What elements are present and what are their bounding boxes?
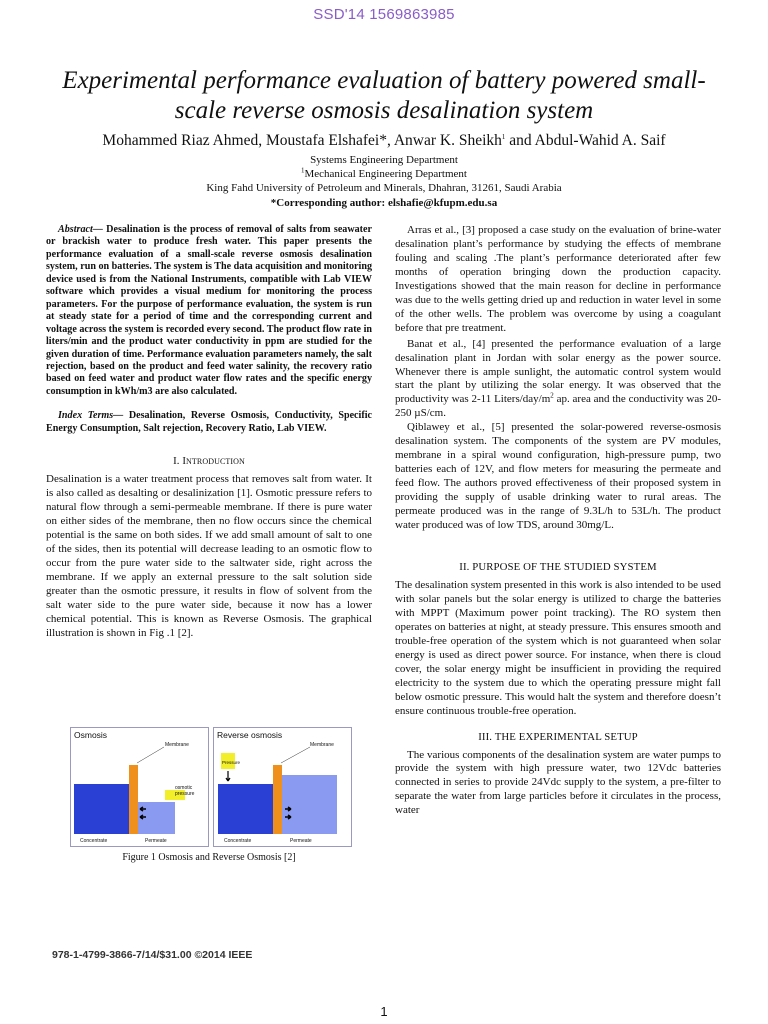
affiliation-dept2-sup: 1 bbox=[301, 166, 305, 175]
banat-sup: 2 bbox=[550, 391, 554, 400]
reverse-osmosis-panel-title: Reverse osmosis bbox=[217, 730, 283, 740]
section-heading-setup: III. THE EXPERIMENTAL SETUP bbox=[478, 730, 638, 743]
purpose-paragraph: The desalination system presented in this work is also intended to be used with solar panels but the solar energy is utilized to charge the batteries with MPPT (Maximum power point tracking). The RO system then operates on batteries at night, at steady pressure. This ensures smooth and trouble-free operation of the system which is not guaranteed when solar energy is used as direct power source. For instance, when there is cloud cover, the solar energy might be insufficient in providing the required electricity to the system due to which the operating pressure might fall below osmotic pressure. This would halt the system and therefore doesn’t ensure continuous trouble-free operation. bbox=[395, 578, 721, 717]
ro-permeate-water bbox=[282, 775, 337, 834]
related-work-arras: Arras et al., [3] proposed a case study on the evaluation of brine-water desalination plant’s performance by studying the effects of membrane fouling and scaling .The plant’s performance deteriorated after few months of operation bringing down the production capacity. Investigations showed that the main reason for decline in performance was due to the wells getting dried up and reduction in water level in some of the other wells. The problem was overcome by using a coagulant before that pre treatment. bbox=[395, 224, 721, 334]
ro-permeate-label: Permeate bbox=[290, 838, 312, 844]
index-terms-text: Desalination, Reverse Osmosis, Conductivity, Specific Energy Consumption, Salt rejection, Recovery Ratio, Lab VIEW. bbox=[46, 410, 372, 434]
osmotic-pressure-label-2: pressure bbox=[175, 791, 195, 797]
osmosis-membrane-label: Membrane bbox=[165, 742, 189, 748]
authors-main: Mohammed Riaz Ahmed, Moustafa Elshafei*, Anwar K. Sheikh bbox=[102, 132, 502, 149]
paper-title: Experimental performance evaluation of battery powered small-scale reverse osmosis desalination system bbox=[62, 67, 706, 124]
index-terms bbox=[46, 410, 372, 435]
conference-id: SSD'14 1569863985 bbox=[313, 6, 455, 23]
related-work-qiblawey: Qiblawey et al., [5] presented the solar-powered reverse-osmosis desalination system. The components of the system are PV modules, membrane in a spiral wound configuration, high-pressure pump, two batteries each of 12V, and flow meters for measuring the permeate and feed flow. The authors proved effectiveness of their proposed system in providing the supply of usable drinking water to rural areas. The permeate produced was in the range of 9.3L/h to 53L/h. The product water produced was of low TDS, around 30mg/L. bbox=[395, 421, 721, 532]
section-heading-purpose: II. PURPOSE OF THE STUDIED SYSTEM bbox=[459, 560, 657, 573]
authors-last: and Abdul-Wahid A. Saif bbox=[505, 132, 666, 149]
abstract-text: Desalination is the process of removal of salts from seawater or brackish water to produce fresh water. This paper presents the performance evaluation of a small-scale reverse osmosis desalination system, run on batteries. The system is The data acquisition and monitoring device used is from the National Instruments, compatible with Lab VIEW software which provides a visual medium for monitoring the process parameters. For the purpose of performance evaluation, the system is run at steady state for a period of time and the corresponding current and voltage across the system is recorded every second. The product flow rate in liters/min and the product water conductivity in ppm are studied for the given duration of time. Performance evaluation parameters namely, the salt rejection, based on the product and feed water salinity, the recovery ratio based on feed water and product water flow rates and the specific energy consumption in kWh/m3 are also calculated. bbox=[46, 224, 372, 397]
affiliation-university: King Fahd University of Petroleum and Minerals, Dhahran, 31261, Saudi Arabia bbox=[206, 182, 562, 195]
corresponding-author: *Corresponding author: elshafie@kfupm.edu.sa bbox=[270, 196, 498, 209]
osmosis-concentrate-label: Concentrate bbox=[80, 838, 108, 844]
right-column bbox=[395, 224, 721, 818]
osmosis-permeate-label: Permeate bbox=[145, 838, 167, 844]
ro-membrane bbox=[273, 765, 282, 834]
related-work-banat bbox=[395, 338, 721, 422]
author-list bbox=[20, 132, 748, 150]
index-terms-label: Index Terms— bbox=[58, 410, 124, 422]
affiliation-dept1: Systems Engineering Department bbox=[310, 154, 458, 166]
affiliation-dept2-text: Mechanical Engineering Department bbox=[304, 168, 467, 181]
ro-concentrate-label: Concentrate bbox=[224, 838, 252, 844]
figure-caption: Figure 1 Osmosis and Reverse Osmosis [2] bbox=[122, 852, 296, 863]
ro-membrane-label: Membrane bbox=[310, 742, 334, 748]
introduction-paragraph: Desalination is a water treatment process that removes salt from water. It is also called as desalting or desalinization [1]. Osmotic pressure refers to natural flow through a semi-permeable membrane. If there is pure water on either sides of the membrane, then no flow occurs since the chemical potential is the same on both sides. If we add small amount of salt to one of the sides, then its potential will decrease leading to an osmotic flow to occur from the pure water side to the saltwater side, right across the membrane. If we apply an external pressure to the salt solution side greater than the osmotic pressure, it results in flow of solvent from the salt water side to the pure water side, because it now has a lower chemical potential. This is known as Reverse Osmosis. The graphical illustration is shown in Fig .1 [2]. bbox=[46, 473, 372, 639]
author-affil-sup: 1 bbox=[501, 132, 506, 141]
ro-concentrate-water bbox=[218, 784, 273, 834]
osmosis-membrane bbox=[129, 765, 138, 834]
affiliation-dept2 bbox=[0, 167, 768, 181]
osmosis-concentrate-water bbox=[74, 784, 129, 834]
osmosis-permeate-water bbox=[138, 802, 175, 834]
affiliations bbox=[0, 153, 768, 210]
abstract-label: Abstract— bbox=[58, 224, 103, 235]
section-heading-introduction: I. Introduction bbox=[173, 455, 245, 468]
abstract bbox=[46, 224, 372, 398]
left-column bbox=[46, 224, 372, 641]
osmotic-pressure-label-1: osmotic bbox=[175, 785, 193, 791]
copyright-notice: 978-1-4799-3866-7/14/$31.00 ©2014 IEEE bbox=[52, 949, 253, 961]
setup-paragraph: The various components of the desalination system are water pumps to provide the system with high pressure water, two 12Vdc batteries connected in series to provide 24Vdc supply to the system, a pre-filter to separate the water from large particles before it circulates in the process, water bbox=[395, 748, 721, 817]
ro-pressure-label: Pressure bbox=[222, 760, 241, 765]
banat-text-1: Banat et al., [4] presented the performance evaluation of a large desalination plant in Jordan with solar energy as the power source. Whenever there is ample sunlight, the automatic control system would start the plant by utilizing the solar energy. It was observed that the productivity was 2-11 Liters/day/m bbox=[395, 337, 721, 406]
banat-text-2: ap. area and the conductivity was 20-250 µS/cm. bbox=[395, 393, 721, 420]
osmosis-panel-title: Osmosis bbox=[74, 730, 108, 740]
figure-osmosis-diagram bbox=[70, 727, 352, 847]
page-number: 1 bbox=[380, 1004, 388, 1019]
